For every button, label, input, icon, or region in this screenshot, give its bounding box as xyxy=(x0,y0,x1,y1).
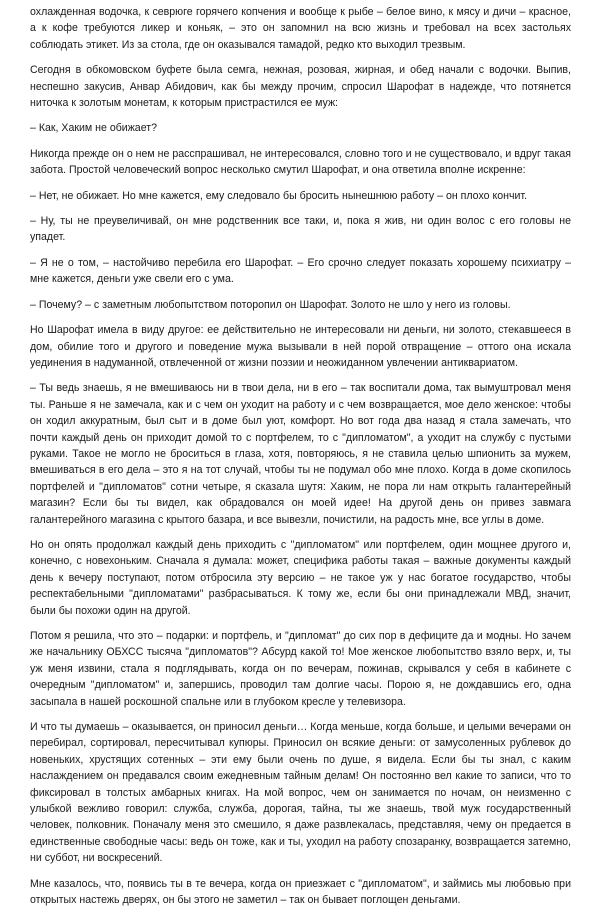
paragraph: Но он опять продолжал каждый день приходить с "дипломатом" или портфелем, один мощнее другого и, конечно, с новехоньким. Сначала я думала: может, специфика работы такая – важные документы каждый день к вечеру поступают, потом отбросила эту версию – не такое уж у нас богатое государство, чтобы респектабельными "дипломатами" разбрасываться. К тому же, если бы они принадлежали МВД, значит, были бы похожи один на другой. xyxy=(30,538,571,617)
document-page xyxy=(30,4,571,918)
paragraph: – Как, Хаким не обижает? xyxy=(30,122,157,135)
paragraph: Потом я решила, что это – подарки: и портфель, и "дипломат" до сих пор в дефиците да и модны. Но зачем же начальнику ОБХСС тысяча "дипломатов"? Абсурд какой то! Мое женское любопытство взяло верх, и, ты уж меня извини, стала я подглядывать, когда он по вечерам, пожинав, скрывался у себя в кабинете с очередным "дипломатом" и, запершись, проводил там долгие часы. Порою я, не дождавшись его, одна засыпала в нашей роскошной спальне или в глубоком кресле у телевизора. xyxy=(30,630,571,708)
paragraph: – Ну, ты не преувеличивай, он мне родственник все таки, и, пока я жив, ни один волос с его головы не упадет. xyxy=(30,215,571,244)
paragraph: – Почему? – с заметным любопытством поторопил он Шарофат. Золото не шло у него из головы. xyxy=(30,298,511,311)
paragraph: – Нет, не обижает. Но мне кажется, ему следовало бы бросить нынешнюю работу – он плохо кончит. xyxy=(30,189,528,202)
paragraph: Мне казалось, что, появись ты в те вечера, когда он приезжает с "дипломатом", и займись мы любовью при открытых настежь дверях, он бы этого не заметил – так он бывает поглощен деньгами. xyxy=(30,877,571,907)
paragraph: – Я не о том, – настойчиво перебила его Шарофат. – Его срочно следует показать хорошему психиатру – мне кажется, деньги уже свели его с ума. xyxy=(30,256,571,286)
paragraph: И что ты думаешь – оказывается, он приносил деньги… Когда меньше, когда больше, и целыми вечерами он перебирал, сортировал, пересчитывал купюры. Приносил он всякие деньги: от замусоленных рублевок до новеньких, хрустящих сотенных – эти ему были очень по душе, я видела. Если бы ты знал, с каким наслаждением он предавался своим ежедневным тайным делам! Он постоянно вел какие то записи, что то фиксировал в толстых амбарных книгах. На мой вопрос, чем он занимается по ночам, он неизменно с улыбкой вежливо говорил: служба, служба, дорогая, тайна, ты же знаешь, твой муж государственный человек, полковник. Поначалу меня это смешило, я даже развлекалась, представляя, чему он предается в единственные свободные часы: ведь он тоже, как и ты, уходил на работу спозаранку, возвращается затемно, ни суббот, ни воскресений. xyxy=(30,721,571,865)
paragraph: Сегодня в обкомовском буфете была семга, нежная, розовая, жирная, и обед начали с водочки. Выпив, неспешно закусив, Анвар Абидович, как бы между прочим, спросил Шарофат в надежде, что потянется ниточка к золотым монетам, к которым пристрастился ее муж: xyxy=(30,64,571,110)
paragraph: – Ты ведь знаешь, я не вмешиваюсь ни в твои дела, ни в его – так воспитали дома, так вымуштровал меня ты. Раньше я не замечала, как и с чем он уходит на работу и с чем возвращается, мое дело женское: чтобы он ходил аккуратным, был сыт и в доме был уют, комфорт. Но вот года два назад я стала замечать, что почти каждый день он приходит домой то с портфелем, то с "дипломатом", а уходит на службу с пустыми руками. Такое не могло не броситься в глаза, хотя, повторяюсь, я не ставила целью шпионить за мужем, вмешиваться в его дела – это я на тот случай, чтобы ты не подумал обо мне плохо. Когда в доме скопилось портфелей и "дипломатов" сотни четыре, я сказала шутя: Хаким, не пора ли нам открыть галантерейный магазин? Если бы ты видел, как обрадовался он моей идее! На другой день он привез завмага галантерейного магазина с крытого базара, и все вывезли, почистили, на радость мне, все углы в доме. xyxy=(30,382,571,526)
paragraph: охлажденная водочка, к севрюге горячего копчения и вообще к рыбе – белое вино, к мясу и дичи – красное, а к кофе требуются ликер и коньяк, – это он запомнил на всю жизнь и требовал на всех застольях соблюдать этикет. Из за стола, где он оказывался тамадой, редко кто выходил трезвым. xyxy=(30,6,571,51)
paragraph: Никогда прежде он о нем не расспрашивал, не интересовался, словно того и не существовало, и вдруг такая забота. Простой человеческий вопрос несколько смутил Шарофат, и она ответила вполне искренне: xyxy=(30,147,571,177)
paragraph: Но Шарофат имела в виду другое: ее действительно не интересовали ни деньги, ни золото, стекавшееся в дом, обилие того и другого и поведение мужа вызывали в ней порой отвращение – оттого она искала уединения в надуманной, отвлеченной от жизни поэзии и неожиданном увлечении антиквариатом. xyxy=(30,324,571,369)
